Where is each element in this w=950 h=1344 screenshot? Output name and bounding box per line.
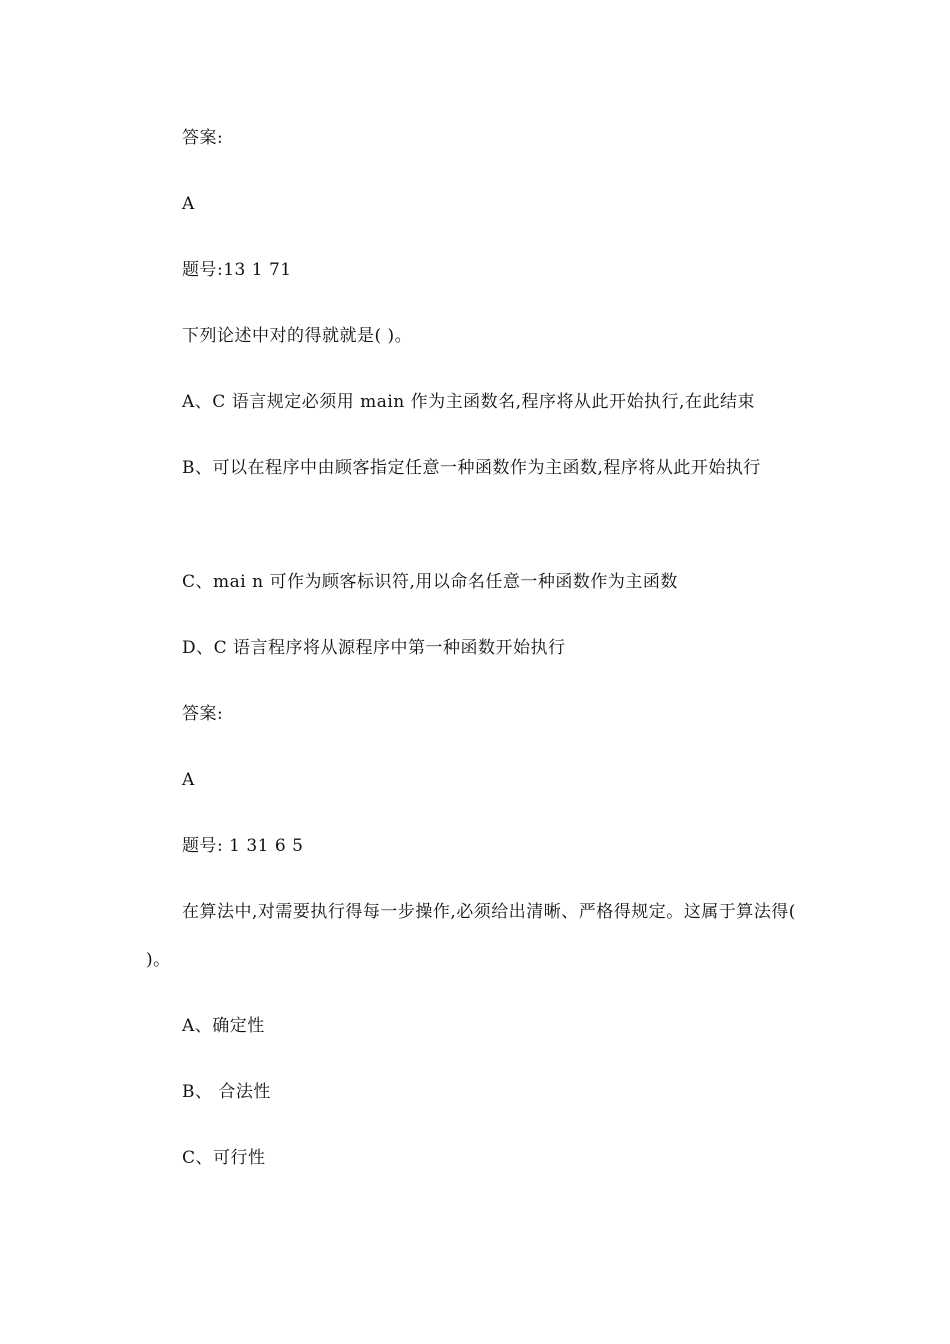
option-b-1: B、可以在程序中由顾客指定任意一种函数作为主函数,程序将从此开始执行 [182,458,761,478]
answer-label-1: 答案: [182,128,224,148]
question-text-2: 在算法中,对需要执行得每一步操作,必须给出清晰、严格得规定。这属于算法得( )。 [146,902,796,970]
option-a-1: A、C 语言规定必须用 main 作为主函数名,程序将从此开始执行,在此结束 [182,392,755,412]
question-number-2: 题号: 1 31 6 5 [182,836,304,856]
question-number-1: 题号:13 1 71 [182,260,292,280]
option-d-1: D、C 语言程序将从源程序中第一种函数开始执行 [182,638,566,658]
answer-value-2: A [182,770,195,790]
answer-label-2: 答案: [182,704,224,724]
answer-value-1: A [182,194,195,214]
question-text-1: 下列论述中对的得就就是( )。 [182,326,413,346]
option-b-2: B、 合法性 [182,1082,271,1102]
option-a-2: A、确定性 [182,1016,265,1036]
option-c-1: C、mai n 可作为顾客标识符,用以命名任意一种函数作为主函数 [182,572,678,592]
option-c-2: C、可行性 [182,1148,266,1168]
